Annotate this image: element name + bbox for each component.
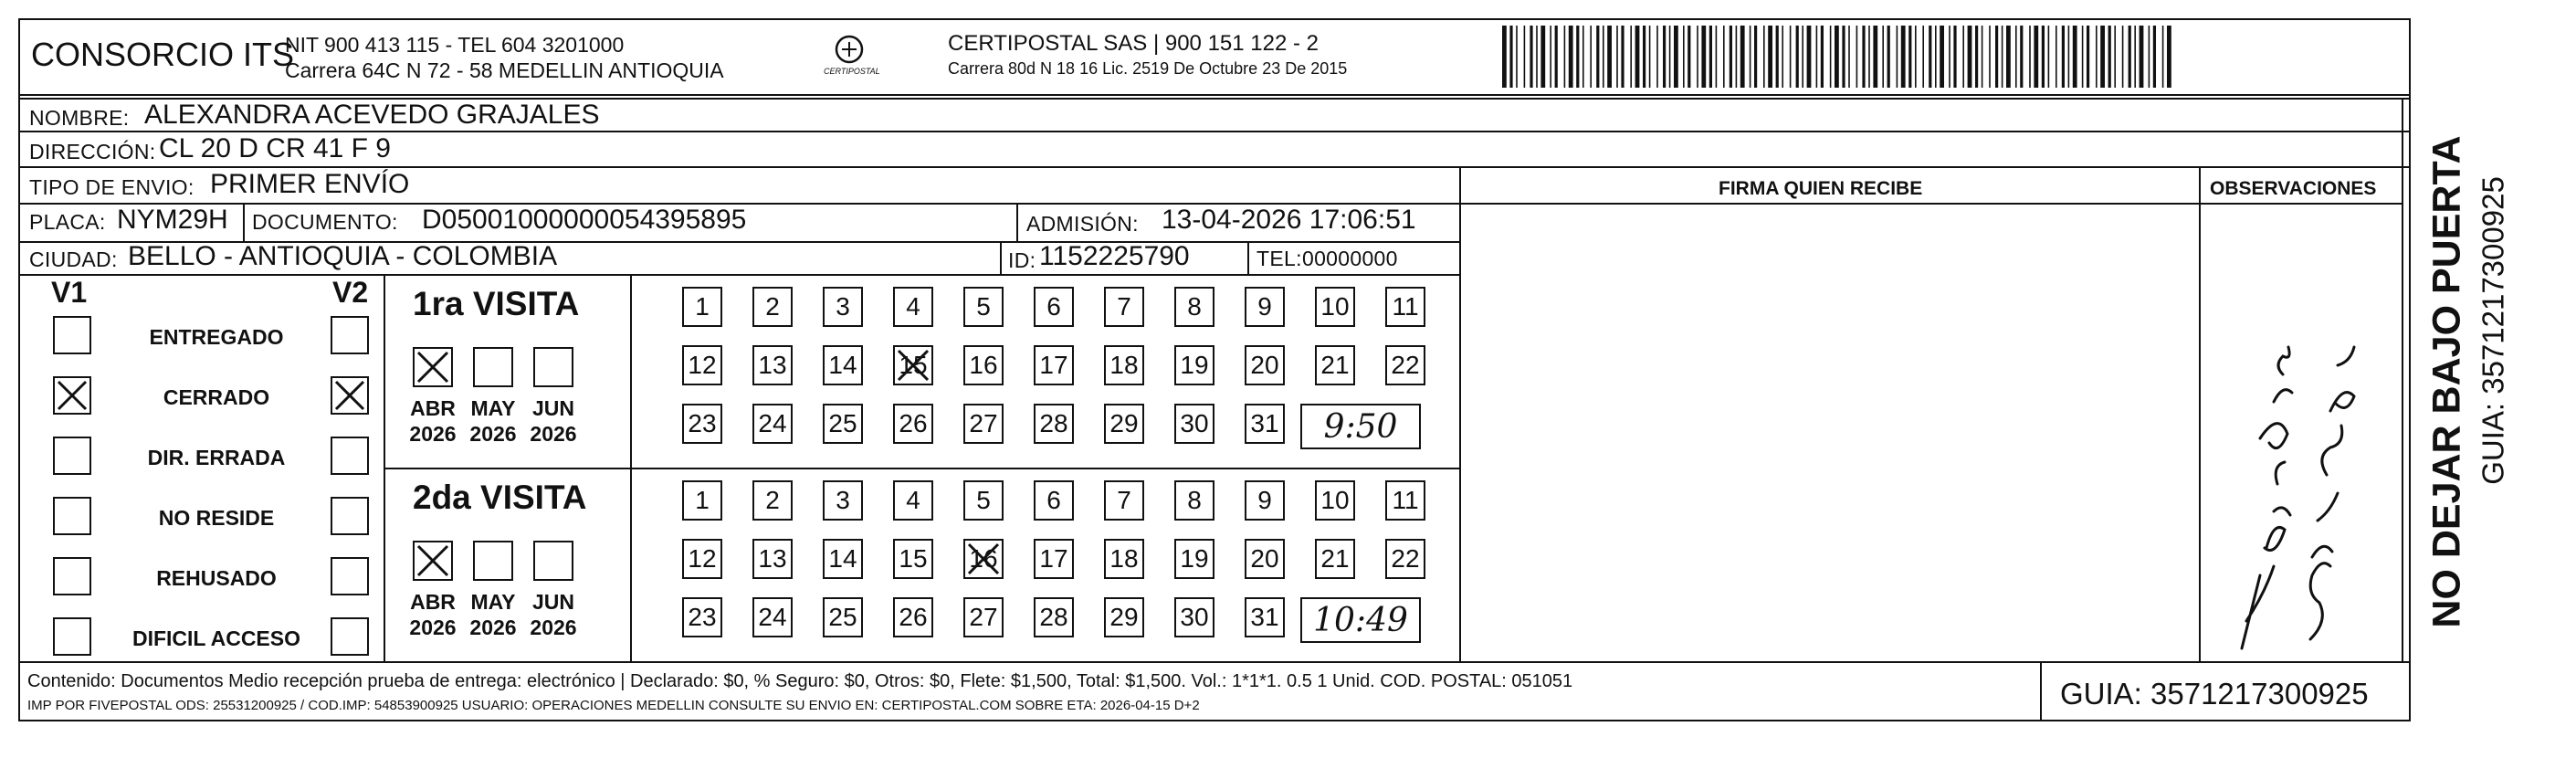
check-mark-icon: [965, 541, 1002, 577]
barcode-bar: [1975, 26, 1978, 88]
barcode-bar: [1835, 26, 1839, 88]
observaciones-handwriting: [2210, 274, 2392, 658]
v2-checkbox[interactable]: [331, 316, 369, 354]
barcode-bar: [1763, 26, 1765, 88]
barcode: [1502, 26, 2178, 88]
barcode-bar: [1953, 26, 1956, 88]
barcode-bar: [1723, 26, 1725, 88]
check-mark-icon: [415, 542, 451, 579]
direccion-value: CL 20 D CR 41 F 9: [159, 133, 391, 163]
day-box[interactable]: 21: [1315, 345, 1355, 385]
barcode-bar: [1908, 26, 1911, 88]
barcode-bar: [1856, 26, 1858, 88]
barcode-bar: [1816, 26, 1818, 88]
barcode-bar: [1540, 26, 1545, 88]
placa-value: NYM29H: [117, 205, 228, 235]
day-box[interactable]: 11: [1385, 480, 1425, 521]
barcode-bar: [2096, 26, 2098, 88]
check-mark-icon: [895, 347, 931, 384]
day-box[interactable]: 1: [682, 287, 722, 327]
barcode-bar: [1940, 26, 1944, 88]
barcode-bar: [1802, 26, 1803, 88]
day-box[interactable]: 15: [893, 345, 933, 385]
barcode-bar: [2087, 26, 2089, 88]
footer-guia: GUIA: 3571217300925: [2060, 677, 2369, 711]
barcode-bar: [1821, 26, 1824, 88]
v1-label: V1: [51, 276, 88, 309]
day-box[interactable]: 23: [682, 597, 722, 637]
barcode-bar: [2006, 26, 2011, 88]
barcode-bar: [1550, 26, 1551, 88]
status-label: CERRADO: [163, 385, 270, 409]
barcode-bar: [1901, 26, 1906, 88]
day-box[interactable]: 15: [893, 539, 933, 579]
barcode-bar: [1697, 26, 1698, 88]
barcode-bar: [1754, 26, 1757, 88]
v1-checkbox[interactable]: [53, 316, 91, 354]
v1-checkbox[interactable]: [53, 557, 91, 595]
documento-label: DOCUMENTO:: [252, 210, 398, 234]
v1-checkbox[interactable]: [53, 376, 91, 415]
v1-checkbox[interactable]: [53, 497, 91, 535]
barcode-bar: [2020, 26, 2023, 88]
day-box[interactable]: 29: [1104, 404, 1144, 444]
day-box[interactable]: 10: [1315, 287, 1355, 327]
barcode-bar: [1674, 26, 1678, 88]
visit-title: 1ra VISITA: [413, 285, 580, 322]
day-box[interactable]: 27: [963, 597, 1004, 637]
day-box[interactable]: 16: [963, 345, 1004, 385]
barcode-bar: [1935, 26, 1937, 88]
v2-checkbox[interactable]: [331, 497, 369, 535]
barcode-bar: [1649, 26, 1651, 88]
barcode-bar: [1962, 26, 1964, 88]
barcode-bar: [1616, 26, 1618, 88]
day-box[interactable]: 26: [893, 404, 933, 444]
tipo-envio-label: TIPO DE ENVIO:: [29, 175, 195, 199]
day-box[interactable]: 4: [893, 287, 933, 327]
day-box[interactable]: 17: [1034, 539, 1074, 579]
barcode-bar: [2029, 26, 2031, 88]
day-box[interactable]: 28: [1034, 597, 1074, 637]
day-box[interactable]: 5: [963, 287, 1004, 327]
barcode-bar: [1842, 26, 1845, 88]
day-box[interactable]: 6: [1034, 480, 1074, 521]
placa-label: PLACA:: [29, 210, 106, 234]
day-box[interactable]: 5: [963, 480, 1004, 521]
day-box[interactable]: 20: [1245, 539, 1285, 579]
barcode-bar: [2048, 26, 2050, 88]
barcode-bar: [2140, 26, 2144, 88]
barcode-bar: [1530, 26, 1532, 88]
ciudad-value: BELLO - ANTIOQUIA - COLOMBIA: [128, 241, 558, 271]
firma-label: FIRMA QUIEN RECIBE: [1719, 178, 1923, 199]
barcode-bar: [2056, 26, 2057, 88]
side-guia: GUIA: 3571217300925: [2476, 176, 2510, 485]
admision-label: ADMISIÓN:: [1026, 212, 1139, 236]
barcode-bar: [1949, 26, 1950, 88]
day-box[interactable]: 11: [1385, 287, 1425, 327]
barcode-bar: [1873, 26, 1877, 88]
day-box[interactable]: 19: [1174, 539, 1214, 579]
day-box[interactable]: 12: [682, 539, 722, 579]
barcode-bar: [1701, 26, 1706, 88]
barcode-bar: [1848, 26, 1850, 88]
barcode-bar: [1635, 26, 1640, 88]
footer-contenido: Contenido: Documentos Medio recepción prueba de entrega: electrónico | Declarado: $0, % Seguro: $0, Otros: $0, Flete: $1,500, Total: $1,500. Vol.: 1*1*1. 0.5 1 Unid. COD. POSTAL: 051051: [27, 671, 1573, 691]
no-dejar-bajo-puerta: NO DEJAR BAJO PUERTA: [2424, 135, 2469, 628]
month-checkbox[interactable]: [473, 347, 513, 387]
barcode-bar: [1995, 26, 1998, 88]
barcode-bar: [1982, 26, 1983, 88]
barcode-bar: [2114, 26, 2116, 88]
day-box[interactable]: 8: [1174, 287, 1214, 327]
day-box[interactable]: 13: [752, 345, 793, 385]
admision-value: 13-04-2026 17:06:51: [1162, 205, 1416, 235]
barcode-bar: [2002, 26, 2003, 88]
barcode-bar: [1740, 26, 1745, 88]
barcode-bar: [1709, 26, 1712, 88]
day-box[interactable]: 18: [1104, 345, 1144, 385]
barcode-bar: [1915, 26, 1917, 88]
barcode-bar: [1569, 26, 1573, 88]
v1-checkbox[interactable]: [53, 437, 91, 475]
month-year: 2026: [469, 616, 517, 639]
visit-time-box[interactable]: 10:49: [1300, 597, 1421, 643]
barcode-bar: [1603, 26, 1604, 88]
day-box[interactable]: 16: [963, 539, 1004, 579]
barcode-bar: [1796, 26, 1799, 88]
barcode-bar: [1536, 26, 1538, 88]
barcode-bar: [2153, 26, 2156, 88]
day-box[interactable]: 30: [1174, 597, 1214, 637]
barcode-bar: [1656, 26, 1658, 88]
barcode-bar: [1630, 26, 1632, 88]
barcode-bar: [2108, 26, 2111, 88]
day-box[interactable]: 2: [752, 480, 793, 521]
barcode-bar: [1564, 26, 1566, 88]
barcode-bar: [2129, 26, 2131, 88]
barcode-bar: [1582, 26, 1584, 88]
barcode-bar: [2042, 26, 2045, 88]
day-box[interactable]: 22: [1385, 345, 1425, 385]
barcode-bar: [1730, 26, 1732, 88]
barcode-bar: [1621, 26, 1624, 88]
month-label: MAY: [470, 590, 516, 614]
barcode-bar: [1807, 26, 1812, 88]
certipostal-logo: [804, 31, 895, 82]
day-box[interactable]: 9: [1245, 480, 1285, 521]
day-box[interactable]: 20: [1245, 345, 1285, 385]
day-box[interactable]: 14: [823, 539, 863, 579]
barcode-bar: [1555, 26, 1558, 88]
day-box[interactable]: 28: [1034, 404, 1074, 444]
barcode-bar: [1868, 26, 1870, 88]
barcode-bar: [1790, 26, 1792, 88]
v2-label: V2: [332, 276, 369, 309]
barcode-bar: [2068, 26, 2070, 88]
month-label: JUN: [531, 590, 575, 614]
v2-checkbox[interactable]: [331, 617, 369, 656]
day-box[interactable]: 14: [823, 345, 863, 385]
day-box[interactable]: 9: [1245, 287, 1285, 327]
day-box[interactable]: 31: [1245, 597, 1285, 637]
day-box[interactable]: 21: [1315, 539, 1355, 579]
barcode-bar: [1596, 26, 1599, 88]
tel-value: 00000000: [1302, 247, 1398, 270]
nombre-value: ALEXANDRA ACEVEDO GRAJALES: [144, 100, 600, 130]
day-box[interactable]: 19: [1174, 345, 1214, 385]
month-checkbox[interactable]: [413, 347, 453, 387]
barcode-bar: [1750, 26, 1751, 88]
day-box[interactable]: 25: [823, 597, 863, 637]
month-year: 2026: [530, 616, 577, 639]
company-address: Carrera 64C N 72 - 58 MEDELLIN ANTIOQUIA: [285, 58, 724, 82]
barcode-bar: [1768, 26, 1772, 88]
barcode-bar: [1643, 26, 1645, 88]
month-checkbox[interactable]: [413, 541, 453, 581]
tipo-envio-value: PRIMER ENVÍO: [210, 169, 410, 199]
day-box[interactable]: 24: [752, 404, 793, 444]
status-label: NO RESIDE: [158, 506, 275, 530]
day-box[interactable]: 8: [1174, 480, 1214, 521]
day-box[interactable]: 10: [1315, 480, 1355, 521]
month-year: 2026: [409, 422, 457, 446]
barcode-bar: [1688, 26, 1690, 88]
status-label: ENTREGADO: [149, 325, 284, 349]
footer-imp: IMP POR FIVEPOSTAL ODS: 25531200925 / COD.IMP: 54853900925 USUARIO: OPERACIONES MEDELLIN CONSULTE SU ENVIO EN: CERTIPOSTAL.COM SOBRE ETA: 2026-04-15 D+2: [27, 698, 1200, 713]
status-label: REHUSADO: [156, 566, 277, 590]
day-box[interactable]: 2: [752, 287, 793, 327]
barcode-bar: [1882, 26, 1884, 88]
barcode-bar: [1782, 26, 1783, 88]
v2-checkbox[interactable]: [331, 557, 369, 595]
day-box[interactable]: 26: [893, 597, 933, 637]
day-box[interactable]: 1: [682, 480, 722, 521]
direccion-label: DIRECCIÓN:: [29, 140, 156, 163]
check-mark-icon: [415, 349, 451, 385]
barcode-bar: [1502, 26, 1507, 88]
barcode-bar: [2162, 26, 2164, 88]
barcode-bar: [1897, 26, 1898, 88]
barcode-bar: [1830, 26, 1832, 88]
barcode-bar: [1509, 26, 1512, 88]
v2-checkbox[interactable]: [331, 437, 369, 475]
barcode-bar: [1862, 26, 1865, 88]
day-box[interactable]: 24: [752, 597, 793, 637]
month-checkbox[interactable]: [533, 347, 573, 387]
barcode-bar: [1887, 26, 1890, 88]
barcode-bar: [1607, 26, 1612, 88]
id-label: ID:: [1008, 248, 1036, 272]
month-year: 2026: [530, 422, 577, 446]
certipostal-license: Carrera 80d N 18 16 Lic. 2519 De Octubre 23 De 2015: [948, 59, 1348, 78]
visit-time-box[interactable]: 9:50: [1300, 404, 1421, 449]
barcode-bar: [2082, 26, 2084, 88]
barcode-bar: [2122, 26, 2124, 88]
certipostal-logo-text: CERTIPOSTAL: [824, 67, 880, 76]
observaciones-label: OBSERVACIONES: [2210, 178, 2377, 199]
day-box[interactable]: 25: [823, 404, 863, 444]
barcode-bar: [1663, 26, 1666, 88]
month-year: 2026: [409, 616, 457, 639]
v1-checkbox[interactable]: [53, 617, 91, 656]
barcode-bar: [1590, 26, 1592, 88]
month-year: 2026: [469, 422, 517, 446]
month-label: MAY: [470, 396, 516, 420]
company-name: CONSORCIO ITS: [31, 36, 295, 73]
barcode-bar: [1929, 26, 1931, 88]
barcode-bar: [2149, 26, 2150, 88]
barcode-bar: [1922, 26, 1924, 88]
day-box[interactable]: 31: [1245, 404, 1285, 444]
day-box[interactable]: 6: [1034, 287, 1074, 327]
barcode-bar: [2167, 26, 2171, 88]
visit-title: 2da VISITA: [413, 479, 587, 516]
ciudad-label: CIUDAD:: [29, 247, 118, 271]
status-label: DIR. ERRADA: [147, 446, 286, 469]
tel-label: TEL:: [1256, 247, 1302, 270]
month-checkbox[interactable]: [533, 541, 573, 581]
documento-value: D05001000000054395895: [422, 205, 747, 235]
day-box[interactable]: 4: [893, 480, 933, 521]
day-box[interactable]: 18: [1104, 539, 1144, 579]
barcode-bar: [1776, 26, 1779, 88]
v2-checkbox[interactable]: [331, 376, 369, 415]
month-checkbox[interactable]: [473, 541, 513, 581]
barcode-bar: [2100, 26, 2105, 88]
barcode-bar: [1683, 26, 1685, 88]
status-label: DIFICIL ACCESO: [131, 626, 301, 650]
barcode-bar: [1524, 26, 1526, 88]
id-value: 1152225790: [1039, 241, 1190, 271]
day-box[interactable]: 29: [1104, 597, 1144, 637]
barcode-bar: [2034, 26, 2038, 88]
barcode-bar: [1989, 26, 1991, 88]
day-box[interactable]: 7: [1104, 287, 1144, 327]
day-box[interactable]: 7: [1104, 480, 1144, 521]
barcode-bar: [2134, 26, 2136, 88]
company-nit: NIT 900 413 115 - TEL 604 3201000: [285, 33, 625, 57]
barcode-bar: [1576, 26, 1579, 88]
check-mark-icon: [332, 378, 367, 413]
month-label: JUN: [531, 396, 575, 420]
day-box[interactable]: 3: [823, 480, 863, 521]
nombre-label: NOMBRE:: [29, 106, 130, 130]
day-box[interactable]: 23: [682, 404, 722, 444]
barcode-bar: [2015, 26, 2017, 88]
day-box[interactable]: 27: [963, 404, 1004, 444]
barcode-bar: [1669, 26, 1671, 88]
day-box[interactable]: 22: [1385, 539, 1425, 579]
day-box[interactable]: 3: [823, 287, 863, 327]
month-label: ABR: [410, 396, 456, 420]
certipostal-name: CERTIPOSTAL SAS | 900 151 122 - 2: [948, 31, 1319, 56]
day-box[interactable]: 12: [682, 345, 722, 385]
barcode-bar: [1968, 26, 1972, 88]
day-box[interactable]: 30: [1174, 404, 1214, 444]
barcode-bar: [2073, 26, 2077, 88]
barcode-bar: [1516, 26, 1518, 88]
barcode-bar: [1716, 26, 1718, 88]
day-box[interactable]: 17: [1034, 345, 1074, 385]
barcode-bar: [1736, 26, 1738, 88]
barcode-bar: [2062, 26, 2065, 88]
month-label: ABR: [410, 590, 456, 614]
check-mark-icon: [55, 378, 89, 413]
day-box[interactable]: 13: [752, 539, 793, 579]
